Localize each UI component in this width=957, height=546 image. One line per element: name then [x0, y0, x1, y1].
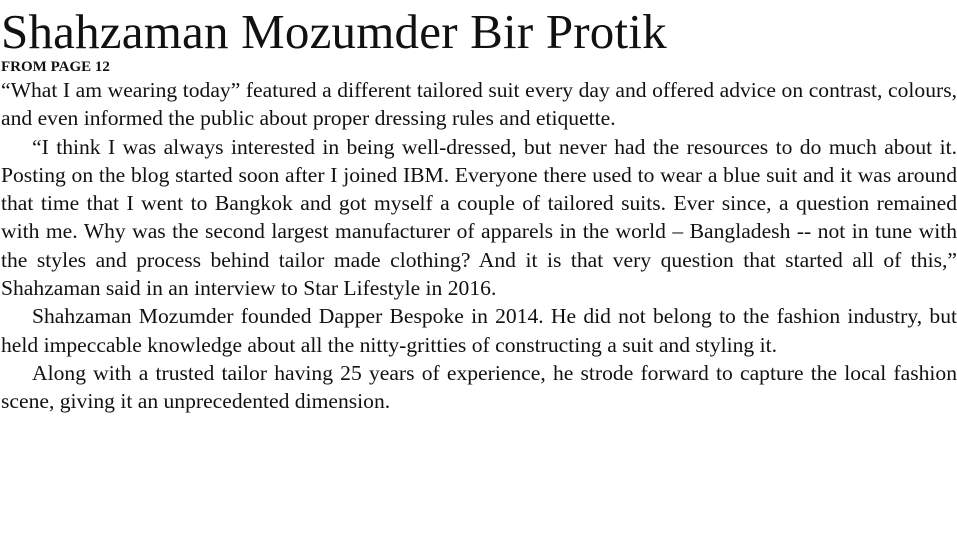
article-paragraph-4: Along with a trusted tailor having 25 years of experience, he strode forward to capture the local fashion scene, giving it an unprecedented dimension.: [1, 360, 957, 414]
article-paragraph-2: “I think I was always interested in being well-dressed, but never had the resources to do much about it. Posting on the blog started soon after I joined IBM. Everyone there used to wear a blue suit and it was around that time that I went to Bangkok and got myself a couple of tailored suits. Ever since, a question remained with me. Why was the second largest manufacturer of apparels in the world – Bangladesh -- not in tune with the styles and process behind tailor made clothing? And it is that very question that started all of this,” Shahzaman said in an interview to Star Lifestyle in 2016.: [1, 134, 957, 301]
article-headline: Shahzaman Mozumder Bir Protik: [1, 4, 667, 59]
article-paragraph-3: Shahzaman Mozumder founded Dapper Bespoke in 2014. He did not belong to the fashion industry, but held impeccable knowledge about all the nitty-gritties of constructing a suit and styling it.: [1, 304, 957, 357]
continued-from-label: FROM PAGE 12: [1, 59, 110, 75]
article-paragraph-1: “What I am wearing today” featured a different tailored suit every day and offered advice on contrast, colours, and even informed the public about proper dressing rules and etiquette.: [1, 78, 957, 131]
